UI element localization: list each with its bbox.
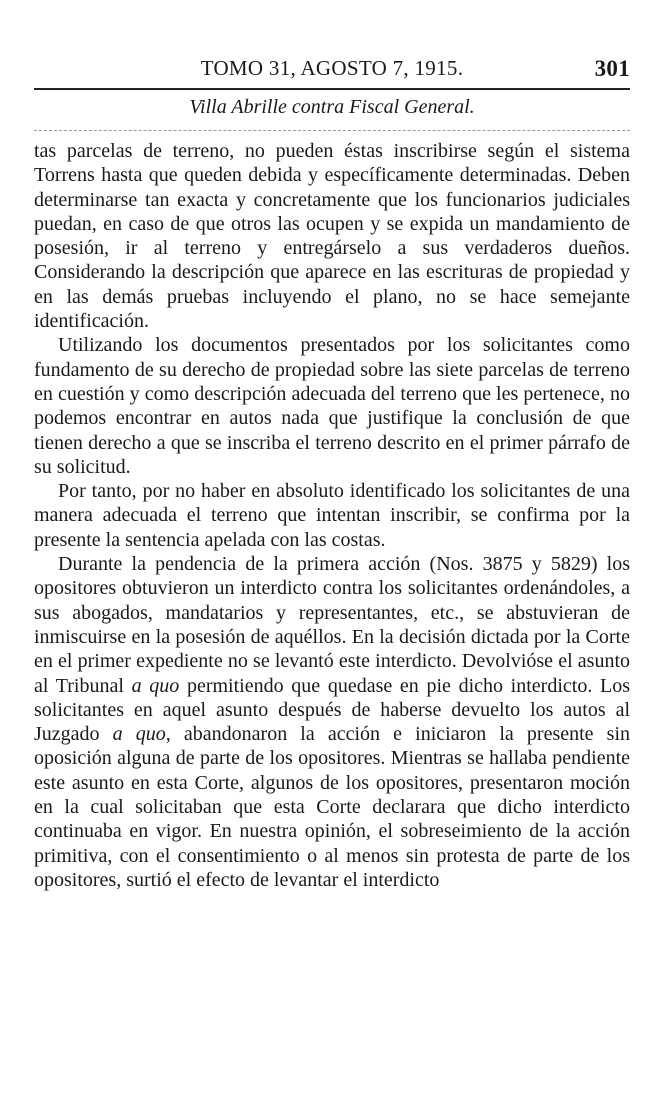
italic-a-quo-1: a quo (131, 674, 180, 697)
header-divider (34, 130, 630, 131)
page (34, 40, 630, 892)
paragraph-4-part-1: Durante la pendencia de la primera acción (Nos. 3875 y 5829) los opositores obtuvieron un interdicto contra los solicitantes ordenándoles, a sus abogados, mandatarios y representantes, etc., se abstuvieran de inmiscuirse en la posesión de aquéllos. En la decisión dictada por la Corte en el primer expediente no se levantó este interdicto. Devolvióse el asunto al Tribunal (34, 553, 630, 697)
page-number: 301 (594, 56, 630, 81)
paragraph-3: Por tanto, por no haber en absoluto identificado los solicitantes de una manera adecuada el terreno que intentan inscribir, se confirma por la presente la sentencia apelada con las costas. (34, 480, 630, 551)
paragraph-4 (34, 552, 630, 892)
volume-date-title: TOMO 31, AGOSTO 7, 1915. (200, 56, 464, 80)
paragraph-2: Utilizando los documentos presentados por los solicitantes como fundamento de su derecho de propiedad sobre las siete parcelas de terreno en cuestión y como descripción adecuada del terreno que les pertenece, no podemos encontrar en autos nada que justifique la conclusión de que tienen derecho a que se inscriba el terreno descrito en el primer párrafo de su solicitud. (34, 334, 630, 478)
paragraph-4-part-3: abandonaron la acción e iniciaron la presente sin oposición alguna de parte de los opositores. Mientras se hallaba pendiente este asunto en esta Corte, algunos de los opositores, presentaron moción en la cual solicitaban que esta Corte declarara que dicho interdicto continuaba en vigor. En nuestra opinión, el sobreseimiento de la acción primitiva, con el consentimiento o al menos sin protesta de parte de los opositores, surtió el efecto de levantar el interdicto (34, 723, 630, 891)
case-running-head: Villa Abrille contra Fiscal General. (189, 96, 475, 118)
body-text (34, 139, 630, 892)
italic-a-quo-2: a quo, (112, 723, 171, 746)
paragraph-1: tas parcelas de terreno, no pueden éstas inscribirse según el sistema Torrens hasta que queden debida y específicamente determinadas. Deben determinarse tan exacta y concretamente que los funcionarios judiciales puedan, en caso de que otros las ocupen y se expida un mandamiento de posesión, ir al terreno y entregárselo a sus verdaderos dueños. Considerando la descripción que aparece en las escrituras de propiedad y en las demás pruebas incluyendo el plano, no se hace semejante identificación. (34, 140, 630, 333)
page-header (34, 40, 630, 80)
paragraph-4-part-2: permitiendo que quedase en pie dicho interdicto. Los solicitantes en aquel asunto después de haberse devuelto los autos al Juzgado (34, 674, 630, 746)
header-rule (34, 88, 630, 90)
